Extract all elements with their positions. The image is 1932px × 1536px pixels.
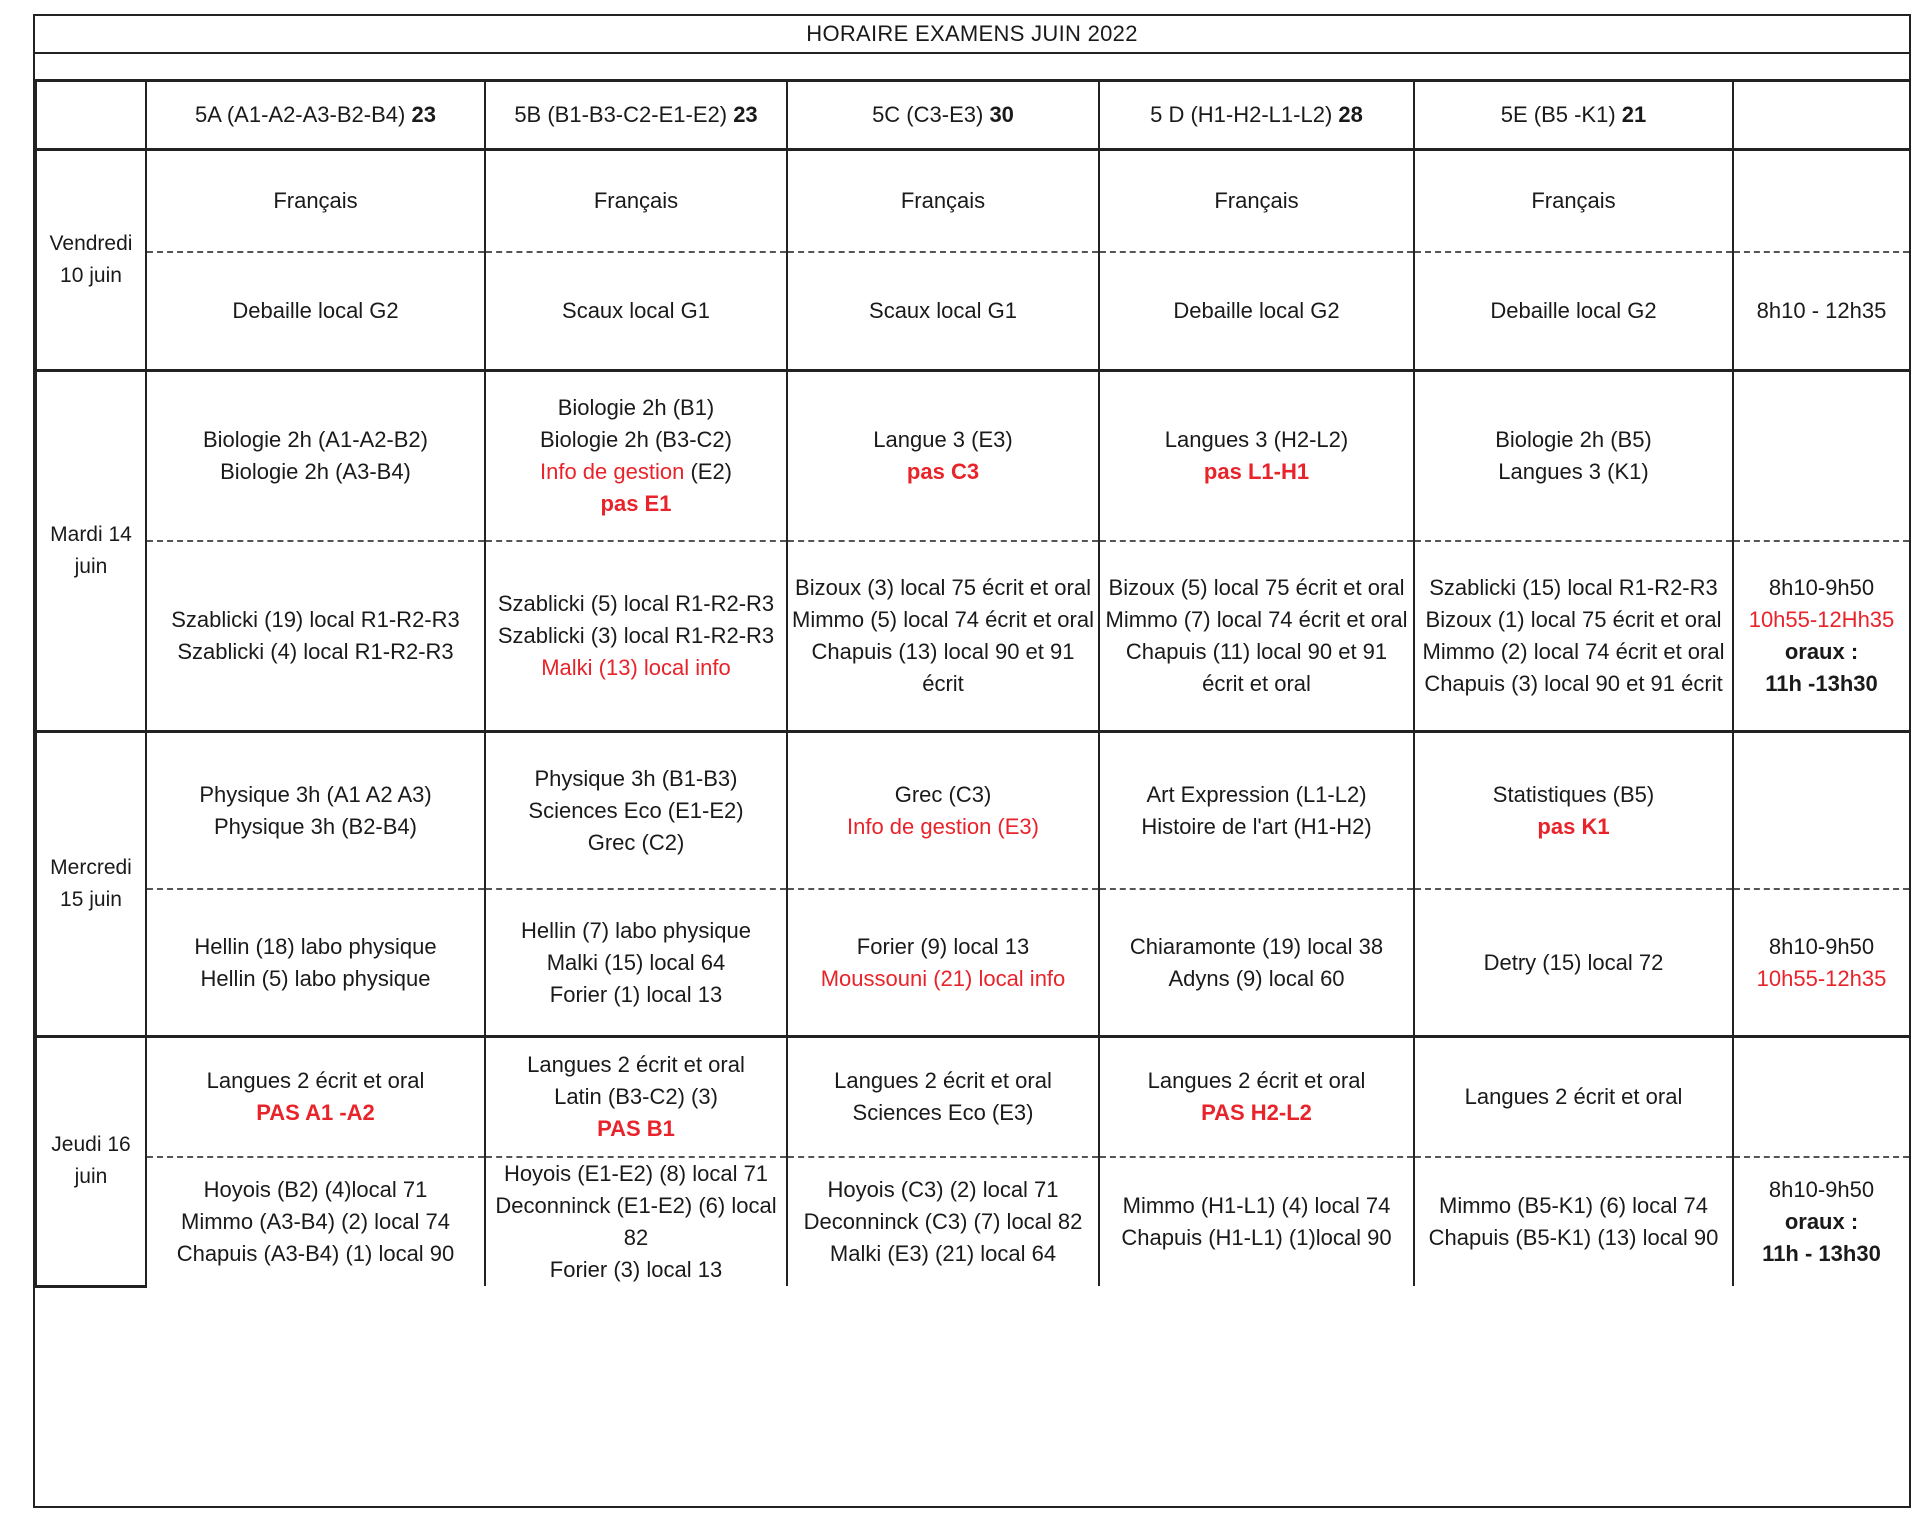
cell-line: Hellin (7) labo physique: [521, 917, 751, 943]
class-header-5b: 5B (B1-B3-C2-E1-E2) 23: [485, 82, 787, 150]
exam-cell: [146, 371, 485, 542]
day-label: Vendredi 10 juin: [36, 150, 146, 371]
time-cell: [1733, 889, 1910, 1037]
cell-line: 11h - 13h30: [1762, 1241, 1881, 1266]
cell-line: Chapuis (3) local 90 et 91 écrit: [1424, 671, 1723, 696]
cell-line: Scaux local G1: [869, 298, 1017, 323]
cell-line: Français: [273, 188, 358, 213]
cell-line: Physique 3h (A1 A2 A3): [199, 781, 432, 807]
cell-line: Debaille local G2: [1173, 298, 1340, 323]
exam-cell: [485, 150, 787, 253]
room-cell: [1414, 541, 1733, 732]
cell-line: 10h55-12h35: [1756, 965, 1887, 991]
time-cell: [1733, 1157, 1910, 1286]
cell-line: Langues 2 écrit et oral: [1464, 1084, 1683, 1109]
day-exam-row: [36, 150, 1910, 253]
cell-line: Bizoux (1) local 75 écrit et oral: [1425, 607, 1722, 632]
cell-line: Physique 3h (B1-B3): [534, 765, 738, 791]
room-cell: [1414, 889, 1733, 1037]
cell-line: Latin (B3-C2) (3): [554, 1084, 718, 1109]
time-header: [1733, 82, 1910, 150]
corner-cell: [36, 82, 146, 150]
cell-line: pas L1-H1: [1203, 459, 1310, 484]
room-cell: [485, 541, 787, 732]
day-exam-row: [36, 371, 1910, 542]
exam-cell: [1414, 732, 1733, 890]
cell-line: Chapuis (13) local 90 et 91 écrit: [811, 639, 1075, 696]
cell-line: 8h10-9h50: [1768, 575, 1875, 600]
day-exam-row: [36, 732, 1910, 890]
day-label: Mardi 14 juin: [36, 371, 146, 732]
room-cell: [1099, 1157, 1414, 1286]
cell-line: Moussouni (21) local info: [820, 965, 1066, 991]
cell-line: pas E1: [600, 491, 672, 516]
cell-line: Szablicki (4) local R1-R2-R3: [177, 639, 454, 664]
cell-line: Deconninck (E1-E2) (6) local 82: [495, 1193, 777, 1250]
exam-cell: [1099, 150, 1414, 253]
cell-line: Langues 2 écrit et oral: [206, 1068, 425, 1093]
cell-line: Art Expression (L1-L2): [1146, 781, 1367, 807]
cell-line: Langues 2 écrit et oral: [527, 1052, 745, 1077]
exam-cell: [1099, 1037, 1414, 1158]
cell-line: oraux :: [1784, 639, 1859, 664]
exam-cell: [146, 1037, 485, 1158]
day-room-row: [36, 541, 1910, 732]
cell-line: pas K1: [1537, 813, 1610, 839]
exam-cell: [787, 1037, 1099, 1158]
cell-line: 8h10-9h50: [1768, 1177, 1875, 1202]
cell-line: Adyns (9) local 60: [1168, 965, 1345, 991]
cell-line: Debaille local G2: [1490, 298, 1657, 323]
cell-line: Mimmo (B5-K1) (6) local 74: [1439, 1193, 1708, 1218]
exam-schedule-sheet: [33, 14, 1911, 1508]
cell-line: Français: [1531, 188, 1616, 213]
class-header-5a: 5A (A1-A2-A3-B2-B4) 23: [146, 82, 485, 150]
room-cell: [485, 252, 787, 371]
room-cell: [146, 541, 485, 732]
room-cell: [787, 252, 1099, 371]
day-room-row: [36, 252, 1910, 371]
cell-line: Français: [593, 188, 679, 213]
time-cell-empty: [1733, 1037, 1910, 1158]
cell-line: Chiaramonte (19) local 38: [1129, 933, 1384, 959]
cell-line: Histoire de l'art (H1-H2): [1141, 813, 1372, 839]
room-cell: [146, 252, 485, 371]
cell-line: Malki (15) local 64: [546, 949, 726, 975]
cell-line: Statistiques (B5): [1492, 781, 1655, 807]
cell-line: oraux :: [1784, 1209, 1859, 1234]
cell-line: Malki (13) local info: [541, 655, 731, 680]
exam-cell: [1414, 371, 1733, 542]
exam-cell: [1414, 1037, 1733, 1158]
room-cell: [787, 889, 1099, 1037]
cell-line: Szablicki (15) local R1-R2-R3: [1429, 575, 1718, 600]
exam-cell: [146, 150, 485, 253]
cell-line: Hellin (5) labo physique: [200, 965, 431, 991]
cell-line: Deconninck (C3) (7) local 82: [803, 1209, 1083, 1234]
room-cell: [485, 889, 787, 1037]
cell-line: PAS A1 -A2: [256, 1100, 375, 1125]
cell-line: Malki (E3) (21) local 64: [829, 1241, 1057, 1266]
cell-line: Forier (3) local 13: [549, 1257, 723, 1282]
cell-line: Forier (9) local 13: [856, 933, 1030, 959]
cell-line: Detry (15) local 72: [1483, 949, 1664, 975]
room-cell: [787, 1157, 1099, 1286]
cell-line: Hoyois (B2) (4)local 71: [203, 1177, 428, 1202]
day-label: Mercredi 15 juin: [36, 732, 146, 1037]
cell-line: 10h55-12Hh35: [1748, 607, 1895, 632]
exam-cell: [485, 732, 787, 890]
time-cell-empty: [1733, 371, 1910, 542]
exam-cell: [1099, 371, 1414, 542]
cell-line: Sciences Eco (E3): [852, 1100, 1034, 1125]
blank-row: [35, 52, 1909, 82]
cell-line: Scaux local G1: [562, 298, 710, 323]
schedule-title: HORAIRE EXAMENS JUIN 2022: [35, 16, 1909, 54]
room-cell: [1099, 252, 1414, 371]
exam-cell: [485, 371, 787, 542]
class-header-5c: 5C (C3-E3) 30: [787, 82, 1099, 150]
day-room-row: [36, 1157, 1910, 1286]
cell-line: Hoyois (C3) (2) local 71: [827, 1177, 1059, 1202]
cell-line: Mimmo (2) local 74 écrit et oral: [1422, 639, 1725, 664]
exam-cell: [485, 1037, 787, 1158]
cell-line: Biologie 2h (B1): [557, 395, 715, 420]
cell-line: Chapuis (H1-L1) (1)local 90: [1121, 1225, 1392, 1250]
cell-line: Biologie 2h (A1-A2-B2): [202, 427, 428, 452]
cell-line: Info de gestion (E2): [539, 459, 733, 484]
day-room-row: [36, 889, 1910, 1037]
cell-line: Biologie 2h (B3-C2): [540, 427, 732, 452]
room-cell: [787, 541, 1099, 732]
cell-line: Langues 3 (K1): [1498, 459, 1649, 484]
cell-line: 11h -13h30: [1765, 671, 1878, 696]
cell-line: PAS H2-L2: [1201, 1100, 1312, 1125]
cell-line: Grec (C3): [894, 781, 992, 807]
exam-cell: [1414, 150, 1733, 253]
cell-line: Mimmo (7) local 74 écrit et oral: [1105, 607, 1408, 632]
cell-line: Biologie 2h (A3-B4): [220, 459, 411, 484]
room-cell: [146, 1157, 485, 1286]
cell-line: Chapuis (B5-K1) (13) local 90: [1428, 1225, 1719, 1250]
room-cell: [1414, 1157, 1733, 1286]
cell-line: PAS B1: [597, 1116, 675, 1141]
cell-line: 8h10 - 12h35: [1756, 298, 1887, 323]
cell-line: 8h10-9h50: [1768, 933, 1875, 959]
cell-line: Sciences Eco (E1-E2): [528, 797, 744, 823]
cell-line: Chapuis (A3-B4) (1) local 90: [176, 1241, 455, 1266]
exam-cell: [787, 150, 1099, 253]
cell-line: Langues 2 écrit et oral: [1147, 1068, 1366, 1093]
time-cell-empty: [1733, 732, 1910, 890]
cell-line: Szablicki (5) local R1-R2-R3: [497, 591, 775, 616]
cell-line: pas C3: [906, 459, 980, 484]
cell-line: Langue 3 (E3): [873, 427, 1013, 452]
room-cell: [1414, 252, 1733, 371]
cell-line: Physique 3h (B2-B4): [214, 813, 417, 839]
cell-line: Chapuis (11) local 90 et 91 écrit et oral: [1125, 639, 1388, 696]
room-cell: [1099, 541, 1414, 732]
time-cell-empty: [1733, 150, 1910, 253]
cell-line: Info de gestion (E3): [846, 813, 1039, 839]
exam-cell: [1099, 732, 1414, 890]
exam-cell: [146, 732, 485, 890]
time-cell: [1733, 252, 1910, 371]
exam-cell: [787, 732, 1099, 890]
cell-line: Mimmo (H1-L1) (4) local 74: [1122, 1193, 1391, 1218]
day-exam-row: [36, 1037, 1910, 1158]
cell-line: Langues 3 (H2-L2): [1164, 427, 1349, 452]
day-label: Jeudi 16 juin: [36, 1037, 146, 1287]
cell-line: Français: [900, 188, 986, 213]
class-header-5e: 5E (B5 -K1) 21: [1414, 82, 1733, 150]
cell-line: Langues 2 écrit et oral: [834, 1068, 1052, 1093]
cell-line: Hellin (18) labo physique: [194, 933, 437, 959]
cell-line: Français: [1214, 188, 1299, 213]
cell-line: Hoyois (E1-E2) (8) local 71: [503, 1161, 769, 1186]
cell-line: Szablicki (3) local R1-R2-R3: [497, 623, 775, 648]
cell-line: Forier (1) local 13: [549, 981, 723, 1007]
cell-line: Bizoux (5) local 75 écrit et oral: [1108, 575, 1405, 600]
time-cell: [1733, 541, 1910, 732]
cell-line: Mimmo (A3-B4) (2) local 74: [181, 1209, 450, 1234]
cell-line: Biologie 2h (B5): [1495, 427, 1652, 452]
schedule-table: [35, 82, 1911, 1288]
header-row: [36, 82, 1910, 150]
cell-line: Mimmo (5) local 74 écrit et oral: [792, 607, 1094, 632]
cell-line: Bizoux (3) local 75 écrit et oral: [795, 575, 1091, 600]
class-header-5d: 5 D (H1-H2-L1-L2) 28: [1099, 82, 1414, 150]
room-cell: [146, 889, 485, 1037]
room-cell: [485, 1157, 787, 1286]
cell-line: Szablicki (19) local R1-R2-R3: [171, 607, 460, 632]
cell-line: Debaille local G2: [232, 298, 399, 323]
cell-line: Grec (C2): [587, 829, 685, 855]
room-cell: [1099, 889, 1414, 1037]
exam-cell: [787, 371, 1099, 542]
